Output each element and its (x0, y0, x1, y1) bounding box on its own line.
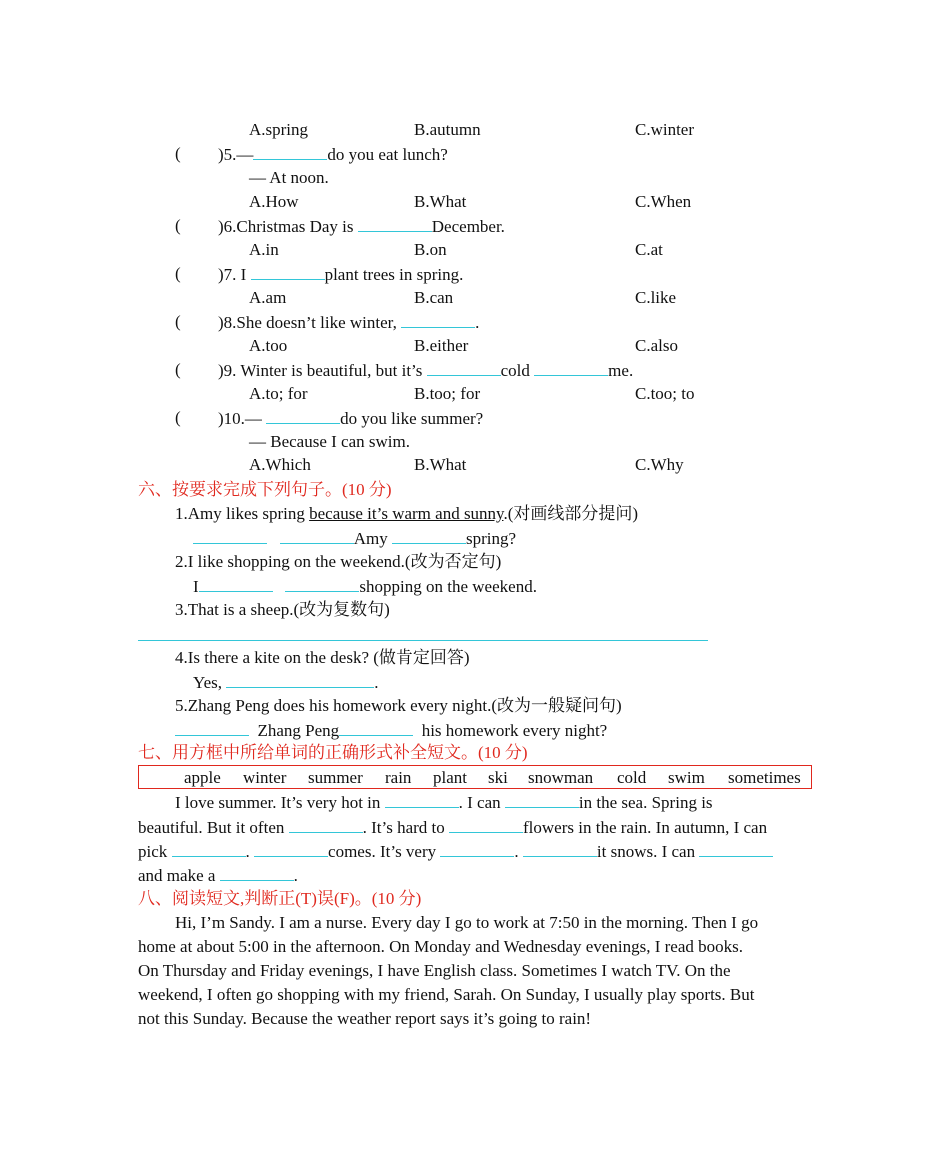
s7-blank-9[interactable] (699, 840, 773, 857)
s6-item3-answer-line[interactable] (138, 640, 708, 641)
s6-item2-end: shopping on the weekend. (359, 577, 537, 596)
s7-line2 (138, 816, 767, 839)
s8-paragraph-line-5: not this Sunday. Because the weather report says it’s going to rain! (138, 1009, 592, 1028)
q4-option-a: A.spring (249, 120, 309, 139)
s7-l4-b: . (293, 866, 298, 885)
q6-question (218, 215, 505, 238)
q9-text-mid: cold (500, 361, 530, 380)
q10-paren: ( (175, 408, 181, 427)
word-ski: ski (488, 768, 508, 787)
s7-blank-8[interactable] (523, 840, 597, 857)
q8-option-a: A.too (249, 336, 288, 355)
q5-blank[interactable] (253, 143, 327, 160)
q6-option-c: C.at (635, 240, 663, 259)
s6-item5-name: Zhang Peng (257, 721, 340, 740)
q10-answer: — Because I can swim. (249, 432, 410, 451)
s6-item4: 4.Is there a kite on the desk? (做肯定回答) (175, 648, 470, 667)
s6-item1-underlined: because it’s warm and sunny (309, 504, 504, 523)
s6-item4-end: . (374, 673, 379, 692)
s7-l3-c: comes. It’s very (328, 842, 437, 861)
s6-item2-blank-2[interactable] (285, 575, 359, 592)
q8-option-b: B.either (414, 336, 469, 355)
word-sometimes: sometimes (728, 768, 801, 787)
s7-blank-4[interactable] (449, 816, 523, 833)
word-winter: winter (243, 768, 287, 787)
q6-paren: ( (175, 216, 181, 235)
q10-blank[interactable] (266, 407, 340, 424)
q4-option-c: C.winter (635, 120, 695, 139)
q5-question (218, 143, 448, 166)
q5-answer: — At noon. (249, 168, 329, 187)
q10-question (218, 407, 483, 430)
q5-option-c: C.When (635, 192, 692, 211)
q6-text: December. (431, 217, 505, 236)
q7-number: )7. I (218, 265, 247, 284)
s6-item1-post: .(对画线部分提问) (503, 504, 639, 523)
s8-paragraph-line-4: weekend, I often go shopping with my friend, Sarah. On Sunday, I usually play sports. But (138, 985, 755, 1004)
word-plant: plant (433, 768, 467, 787)
q10-text: do you like summer? (340, 409, 484, 428)
q7-text: plant trees in spring. (324, 265, 464, 284)
q5-text: do you eat lunch? (327, 145, 448, 164)
q6-blank[interactable] (358, 215, 432, 232)
s6-item4-answer (193, 671, 379, 694)
s7-l1-b: . I can (458, 793, 501, 812)
s6-item1-blank-1[interactable] (193, 527, 267, 544)
s7-line4 (138, 864, 298, 887)
q9-blank-1[interactable] (427, 359, 501, 376)
word-apple: apple (184, 768, 221, 787)
s7-l1-c: in the sea. Spring is (578, 793, 713, 812)
s7-blank-1[interactable] (385, 791, 459, 808)
s7-blank-3[interactable] (289, 816, 363, 833)
s7-blank-7[interactable] (440, 840, 514, 857)
s7-l3-d: . (514, 842, 519, 861)
s6-item5-blank-1[interactable] (175, 719, 249, 736)
s7-l3-a: pick (138, 842, 168, 861)
s6-item1 (175, 503, 638, 525)
s7-blank-10[interactable] (220, 864, 294, 881)
s6-item5: 5.Zhang Peng does his homework every night.(改为一般疑问句) (175, 696, 622, 715)
q6-number: )6.Christmas Day is (218, 217, 354, 236)
q8-option-c: C.also (635, 336, 678, 355)
q8-paren: ( (175, 312, 181, 331)
q10-option-b: B.What (414, 455, 467, 474)
s6-item3: 3.That is a sheep.(改为复数句) (175, 600, 390, 619)
q9-blank-2[interactable] (534, 359, 608, 376)
word-rain: rain (385, 768, 412, 787)
s8-paragraph-line-3: On Thursday and Friday evenings, I have English class. Sometimes I watch TV. On the (138, 961, 731, 980)
s7-l3-e: it snows. I can (596, 842, 696, 861)
q10-option-c: C.Why (635, 455, 684, 474)
s6-item5-end: his homework every night? (421, 721, 608, 740)
q7-paren: ( (175, 264, 181, 283)
q4-option-b: B.autumn (414, 120, 481, 139)
s7-line3 (138, 840, 773, 863)
q8-question (218, 311, 479, 334)
section8-title: 八、阅读短文,判断正(T)误(F)。(10 分) (138, 889, 422, 908)
q9-option-c: C.too; to (635, 384, 695, 403)
s7-blank-5[interactable] (172, 840, 246, 857)
s6-item2-answer (193, 575, 537, 598)
word-swim: swim (668, 768, 705, 787)
s6-item2-blank-1[interactable] (199, 575, 273, 592)
s8-paragraph-line-1: Hi, I’m Sandy. I am a nurse. Every day I go to work at 7:50 in the morning. Then I go (175, 913, 759, 932)
q7-option-b: B.can (414, 288, 454, 307)
s7-blank-2[interactable] (505, 791, 579, 808)
s7-l2-a: beautiful. But it often (138, 818, 285, 837)
word-summer: summer (308, 768, 363, 787)
s6-item2: 2.I like shopping on the weekend.(改为否定句) (175, 552, 502, 571)
q8-text: . (475, 313, 480, 332)
q8-blank[interactable] (401, 311, 475, 328)
q8-number: )8.She doesn’t like winter, (218, 313, 397, 332)
q6-option-a: A.in (249, 240, 279, 259)
section7-title: 七、用方框中所给单词的正确形式补全短文。(10 分) (138, 743, 528, 762)
q5-paren: ( (175, 144, 181, 163)
q9-paren: ( (175, 360, 181, 379)
s7-l1-a: I love summer. It’s very hot in (175, 793, 381, 812)
section6-title: 六、按要求完成下列句子。(10 分) (138, 480, 392, 499)
s6-item1-blank-2[interactable] (280, 527, 354, 544)
s8-paragraph-line-2: home at about 5:00 in the afternoon. On Monday and Wednesday evenings, I read books. (138, 937, 743, 956)
q9-option-b: B.too; for (414, 384, 481, 403)
s6-item1-pre: 1.Amy likes spring (175, 504, 310, 523)
q10-number: )10.— (218, 409, 262, 428)
s6-item2-i: I (193, 577, 199, 596)
word-snowman: snowman (528, 768, 594, 787)
s7-line1 (175, 791, 713, 814)
q9-question (218, 359, 633, 382)
q6-option-b: B.on (414, 240, 447, 259)
s7-l2-b: . It’s hard to (362, 818, 445, 837)
s6-item1-end: spring? (466, 529, 517, 548)
q9-option-a: A.to; for (249, 384, 308, 403)
s6-item1-blank-3[interactable] (392, 527, 466, 544)
q5-option-a: A.How (249, 192, 299, 211)
q5-option-b: B.What (414, 192, 467, 211)
q10-option-a: A.Which (249, 455, 311, 474)
q9-number: )9. Winter is beautiful, but it’s (218, 361, 423, 380)
q7-question (218, 263, 463, 286)
s6-item5-blank-2[interactable] (339, 719, 413, 736)
q7-option-c: C.like (635, 288, 677, 307)
word-box (138, 765, 812, 789)
q5-number: )5.— (218, 145, 254, 164)
s7-l3-b: . (245, 842, 250, 861)
s6-item1-answer (193, 527, 516, 550)
word-cold: cold (617, 768, 647, 787)
s7-l4-a: and make a (138, 866, 216, 885)
q9-text: me. (608, 361, 634, 380)
s6-item5-answer (175, 719, 607, 742)
s6-item4-yes: Yes, (193, 673, 222, 692)
s6-item1-amy: Amy (353, 529, 388, 548)
s7-l2-c: flowers in the rain. In autumn, I can (523, 818, 768, 837)
q7-blank[interactable] (251, 263, 325, 280)
s7-blank-6[interactable] (254, 840, 328, 857)
q7-option-a: A.am (249, 288, 287, 307)
s6-item4-blank[interactable] (226, 671, 374, 688)
